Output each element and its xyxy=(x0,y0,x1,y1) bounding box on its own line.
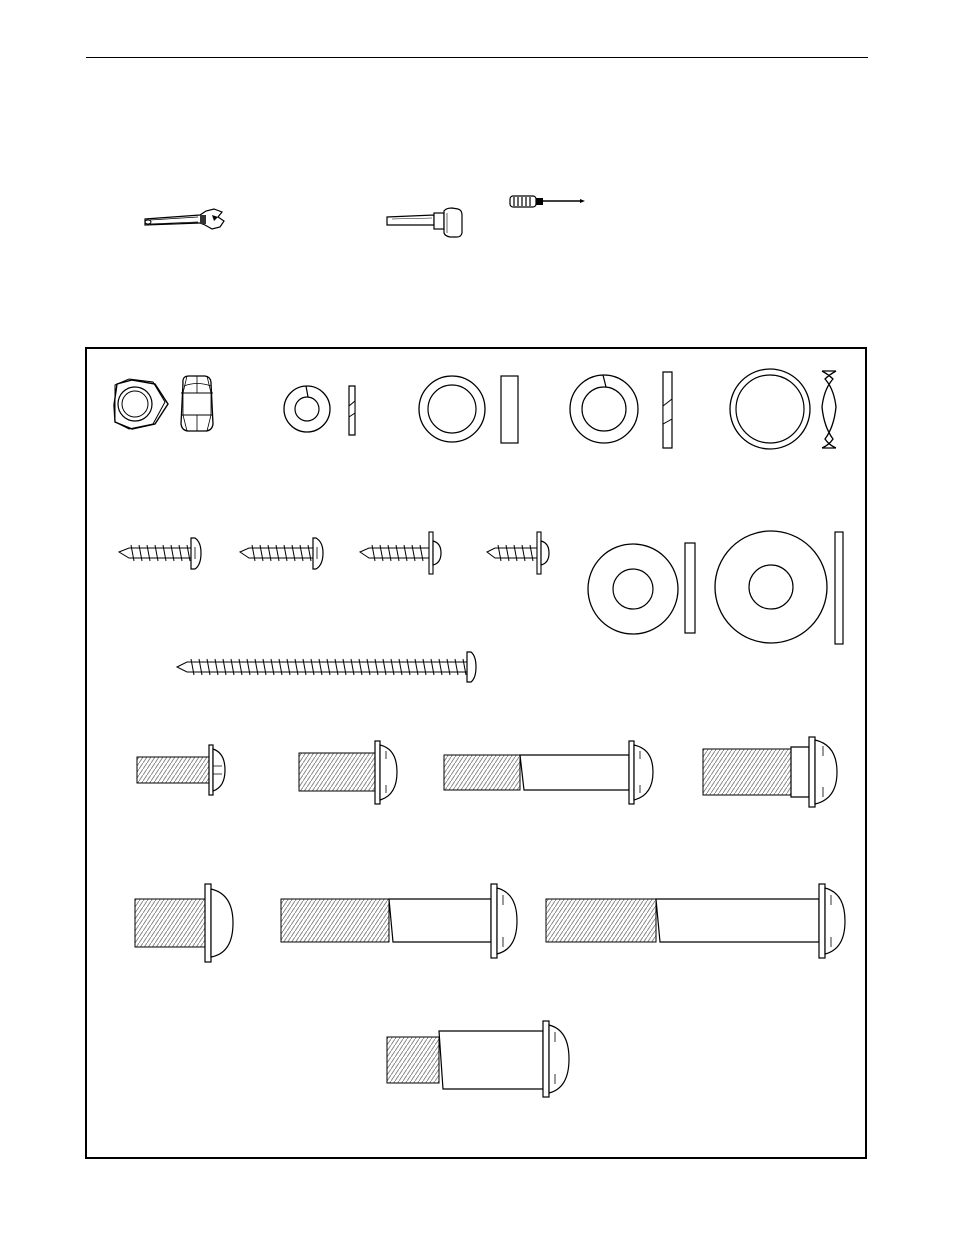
rubber-mallet-icon xyxy=(384,205,464,241)
large-flat-washer-icon xyxy=(715,531,843,644)
medium-flat-washer-icon xyxy=(588,543,695,634)
tools-row xyxy=(0,0,954,300)
parts-identification-chart xyxy=(85,347,867,1159)
button-bolt-3-icon xyxy=(135,884,233,962)
flat-spacer-washer-icon xyxy=(419,376,518,443)
button-bolt-2-icon xyxy=(299,741,397,804)
washer-head-screw-2-icon xyxy=(487,532,549,574)
shoulder-bolt-2-icon xyxy=(281,884,517,958)
shoulder-bolt-1-icon xyxy=(444,741,653,804)
shoulder-bolt-3-icon xyxy=(546,884,845,958)
shoulder-bolt-4-icon xyxy=(387,1021,569,1097)
washer-head-screw-1-icon xyxy=(360,532,441,574)
screw-short-1-icon xyxy=(119,538,201,569)
long-screw-icon xyxy=(177,652,476,682)
nylon-locknut-icon xyxy=(114,376,213,431)
large-split-washer-icon xyxy=(570,372,672,448)
hardware-drawings xyxy=(87,349,865,1157)
button-bolt-1-icon xyxy=(137,745,225,795)
small-split-washer-icon xyxy=(284,386,355,435)
wave-washer-icon xyxy=(730,369,836,449)
screw-short-2-icon xyxy=(240,538,323,569)
phillips-screwdriver-icon xyxy=(508,193,588,211)
adjustable-wrench-icon xyxy=(142,205,226,235)
flanged-bolt-icon xyxy=(703,737,837,807)
